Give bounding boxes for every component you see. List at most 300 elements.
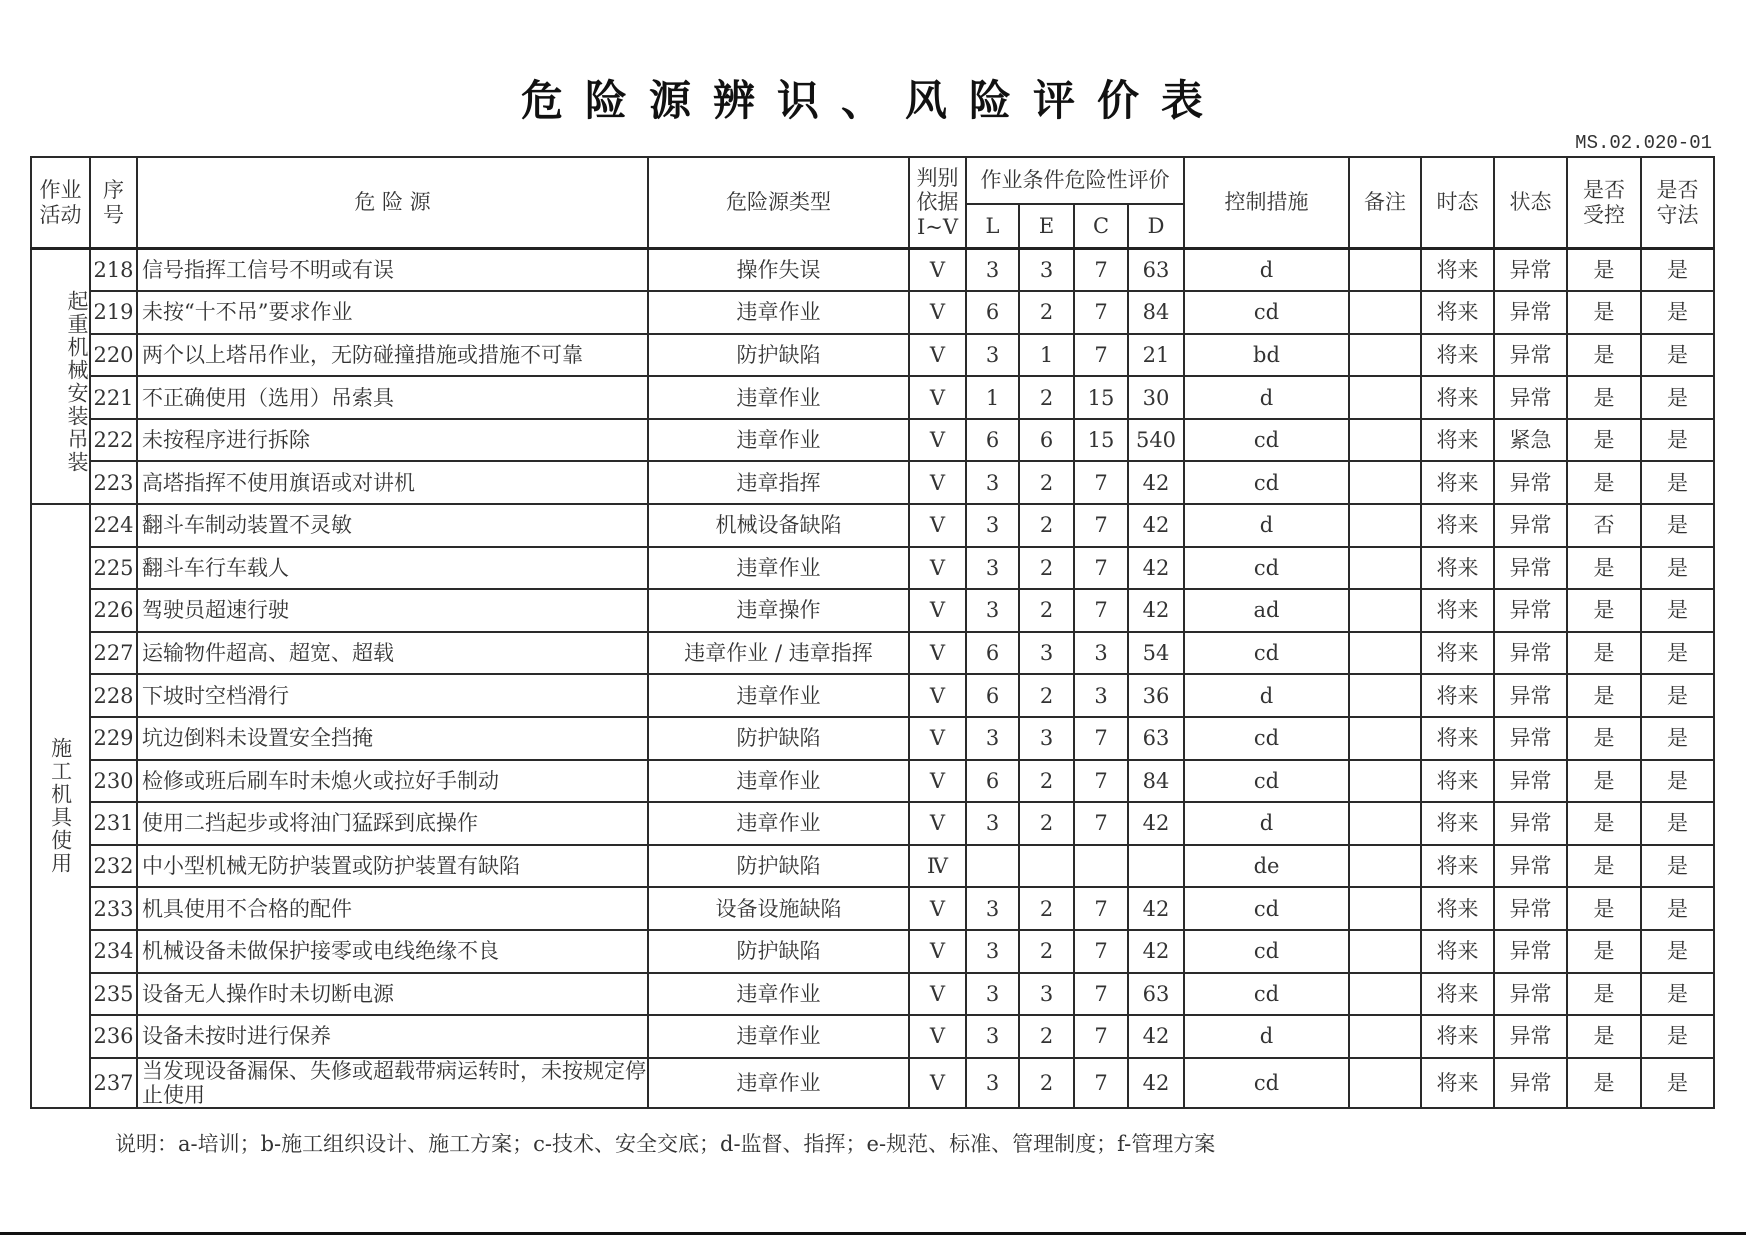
notes-cell bbox=[1349, 1058, 1421, 1108]
d-cell: 63 bbox=[1128, 249, 1184, 292]
page-title: 危险源辨识、风险评价表 bbox=[520, 76, 1225, 125]
hazard-cell: 驾驶员超速行驶 bbox=[137, 589, 648, 632]
l-cell: 3 bbox=[966, 1015, 1019, 1058]
lawful-cell: 是 bbox=[1641, 249, 1714, 292]
tense-cell: 将来 bbox=[1421, 376, 1494, 419]
c-cell: 3 bbox=[1074, 632, 1128, 675]
control-cell: d bbox=[1184, 674, 1349, 717]
judgement-cell: Ⅴ bbox=[909, 973, 966, 1016]
state-cell: 异常 bbox=[1494, 376, 1567, 419]
state-cell: 异常 bbox=[1494, 760, 1567, 803]
e-cell: 2 bbox=[1019, 760, 1074, 803]
judgement-cell: Ⅴ bbox=[909, 419, 966, 462]
c-cell: 7 bbox=[1074, 547, 1128, 590]
tense-cell: 将来 bbox=[1421, 845, 1494, 888]
tense-cell: 将来 bbox=[1421, 419, 1494, 462]
lawful-cell: 是 bbox=[1641, 291, 1714, 334]
judgement-cell: Ⅴ bbox=[909, 717, 966, 760]
document-code: MS.02.020-01 bbox=[1575, 132, 1712, 154]
lawful-cell: 是 bbox=[1641, 547, 1714, 590]
seq-cell: 237 bbox=[90, 1058, 137, 1108]
judgement-cell: Ⅴ bbox=[909, 589, 966, 632]
seq-cell: 236 bbox=[90, 1015, 137, 1058]
tense-cell: 将来 bbox=[1421, 249, 1494, 292]
controlled-cell: 是 bbox=[1567, 461, 1641, 504]
notes-cell bbox=[1349, 461, 1421, 504]
control-cell: bd bbox=[1184, 334, 1349, 377]
judgement-cell: Ⅴ bbox=[909, 674, 966, 717]
tense-cell: 将来 bbox=[1421, 930, 1494, 973]
table-row bbox=[31, 632, 1714, 675]
l-cell: 3 bbox=[966, 589, 1019, 632]
table-row bbox=[31, 504, 1714, 547]
control-cell: cd bbox=[1184, 1058, 1349, 1108]
d-cell: 42 bbox=[1128, 887, 1184, 930]
d-cell: 42 bbox=[1128, 930, 1184, 973]
tense-cell: 将来 bbox=[1421, 504, 1494, 547]
hazard-type-cell: 违章作业 bbox=[648, 291, 909, 334]
notes-cell bbox=[1349, 376, 1421, 419]
hazard-cell: 翻斗车制动装置不灵敏 bbox=[137, 504, 648, 547]
state-cell: 异常 bbox=[1494, 632, 1567, 675]
hazard-type-cell: 违章操作 bbox=[648, 589, 909, 632]
state-cell: 异常 bbox=[1494, 887, 1567, 930]
risk-assessment-table bbox=[30, 156, 1715, 1109]
l-cell: 3 bbox=[966, 504, 1019, 547]
tense-cell: 将来 bbox=[1421, 291, 1494, 334]
e-cell: 2 bbox=[1019, 376, 1074, 419]
control-cell: cd bbox=[1184, 461, 1349, 504]
hazard-type-cell: 违章作业 bbox=[648, 1015, 909, 1058]
c-cell: 7 bbox=[1074, 1058, 1128, 1108]
table-row bbox=[31, 930, 1714, 973]
l-cell: 1 bbox=[966, 376, 1019, 419]
judgement-cell: Ⅴ bbox=[909, 249, 966, 292]
seq-cell: 219 bbox=[90, 291, 137, 334]
c-cell: 7 bbox=[1074, 1015, 1128, 1058]
header-evaluation-group: 作业条件危险性评价 bbox=[966, 157, 1184, 204]
state-cell: 异常 bbox=[1494, 249, 1567, 292]
l-cell: 3 bbox=[966, 461, 1019, 504]
hazard-type-cell: 违章作业 bbox=[648, 419, 909, 462]
hazard-cell: 两个以上塔吊作业，无防碰撞措施或措施不可靠 bbox=[137, 334, 648, 377]
control-cell: cd bbox=[1184, 419, 1349, 462]
e-cell: 2 bbox=[1019, 930, 1074, 973]
hazard-cell: 运输物件超高、超宽、超载 bbox=[137, 632, 648, 675]
controlled-cell: 是 bbox=[1567, 887, 1641, 930]
d-cell: 84 bbox=[1128, 760, 1184, 803]
state-cell: 异常 bbox=[1494, 1058, 1567, 1108]
judgement-cell: Ⅴ bbox=[909, 461, 966, 504]
control-cell: cd bbox=[1184, 887, 1349, 930]
table-row bbox=[31, 419, 1714, 462]
lawful-cell: 是 bbox=[1641, 674, 1714, 717]
l-cell: 3 bbox=[966, 334, 1019, 377]
hazard-type-cell: 违章作业 bbox=[648, 547, 909, 590]
header-controlled: 是否受控 bbox=[1567, 157, 1641, 249]
tense-cell: 将来 bbox=[1421, 887, 1494, 930]
tense-cell: 将来 bbox=[1421, 760, 1494, 803]
hazard-type-cell: 违章指挥 bbox=[648, 461, 909, 504]
state-cell: 异常 bbox=[1494, 717, 1567, 760]
d-cell: 42 bbox=[1128, 1058, 1184, 1108]
tense-cell: 将来 bbox=[1421, 973, 1494, 1016]
controlled-cell: 是 bbox=[1567, 930, 1641, 973]
tense-cell: 将来 bbox=[1421, 334, 1494, 377]
control-cell: cd bbox=[1184, 547, 1349, 590]
e-cell: 2 bbox=[1019, 504, 1074, 547]
hazard-type-cell: 防护缺陷 bbox=[648, 717, 909, 760]
judgement-cell: Ⅴ bbox=[909, 760, 966, 803]
seq-cell: 222 bbox=[90, 419, 137, 462]
c-cell: 7 bbox=[1074, 504, 1128, 547]
table-row bbox=[31, 973, 1714, 1016]
notes-cell bbox=[1349, 760, 1421, 803]
hazard-cell: 当发现设备漏保、失修或超载带病运转时，未按规定停止使用 bbox=[137, 1058, 648, 1108]
d-cell: 84 bbox=[1128, 291, 1184, 334]
l-cell: 6 bbox=[966, 291, 1019, 334]
e-cell: 2 bbox=[1019, 291, 1074, 334]
e-cell: 2 bbox=[1019, 1015, 1074, 1058]
seq-cell: 231 bbox=[90, 802, 137, 845]
state-cell: 异常 bbox=[1494, 973, 1567, 1016]
e-cell: 2 bbox=[1019, 461, 1074, 504]
judgement-cell: Ⅴ bbox=[909, 802, 966, 845]
judgement-cell: Ⅳ bbox=[909, 845, 966, 888]
judgement-cell: Ⅴ bbox=[909, 930, 966, 973]
c-cell bbox=[1074, 845, 1128, 888]
d-cell: 54 bbox=[1128, 632, 1184, 675]
state-cell: 异常 bbox=[1494, 461, 1567, 504]
lawful-cell: 是 bbox=[1641, 760, 1714, 803]
lawful-cell: 是 bbox=[1641, 802, 1714, 845]
l-cell: 3 bbox=[966, 1058, 1019, 1108]
seq-cell: 221 bbox=[90, 376, 137, 419]
hazard-cell: 坑边倒料未设置安全挡掩 bbox=[137, 717, 648, 760]
judgement-cell: Ⅴ bbox=[909, 1015, 966, 1058]
controlled-cell: 是 bbox=[1567, 674, 1641, 717]
lawful-cell: 是 bbox=[1641, 845, 1714, 888]
c-cell: 15 bbox=[1074, 419, 1128, 462]
seq-cell: 220 bbox=[90, 334, 137, 377]
header-D: D bbox=[1128, 204, 1184, 249]
hazard-type-cell: 违章作业 bbox=[648, 973, 909, 1016]
tense-cell: 将来 bbox=[1421, 589, 1494, 632]
c-cell: 7 bbox=[1074, 930, 1128, 973]
l-cell: 6 bbox=[966, 419, 1019, 462]
judgement-cell: Ⅴ bbox=[909, 334, 966, 377]
hazard-cell: 未按程序进行拆除 bbox=[137, 419, 648, 462]
header-tense: 时态 bbox=[1421, 157, 1494, 249]
seq-cell: 227 bbox=[90, 632, 137, 675]
hazard-cell: 机具使用不合格的配件 bbox=[137, 887, 648, 930]
notes-cell bbox=[1349, 547, 1421, 590]
hazard-cell: 下坡时空档滑行 bbox=[137, 674, 648, 717]
controlled-cell: 是 bbox=[1567, 717, 1641, 760]
header-notes: 备注 bbox=[1349, 157, 1421, 249]
l-cell: 6 bbox=[966, 632, 1019, 675]
header-lawful: 是否守法 bbox=[1641, 157, 1714, 249]
controlled-cell: 是 bbox=[1567, 973, 1641, 1016]
c-cell: 7 bbox=[1074, 973, 1128, 1016]
header-hazard-type: 危险源类型 bbox=[648, 157, 909, 249]
notes-cell bbox=[1349, 504, 1421, 547]
state-cell: 异常 bbox=[1494, 589, 1567, 632]
tense-cell: 将来 bbox=[1421, 1015, 1494, 1058]
e-cell: 2 bbox=[1019, 674, 1074, 717]
table-row bbox=[31, 760, 1714, 803]
controlled-cell: 是 bbox=[1567, 419, 1641, 462]
lawful-cell: 是 bbox=[1641, 887, 1714, 930]
state-cell: 异常 bbox=[1494, 547, 1567, 590]
judgement-cell: Ⅴ bbox=[909, 547, 966, 590]
lawful-cell: 是 bbox=[1641, 973, 1714, 1016]
d-cell: 42 bbox=[1128, 802, 1184, 845]
tense-cell: 将来 bbox=[1421, 717, 1494, 760]
header-activity: 作业活动 bbox=[31, 157, 90, 249]
e-cell bbox=[1019, 845, 1074, 888]
c-cell: 7 bbox=[1074, 760, 1128, 803]
controlled-cell: 是 bbox=[1567, 547, 1641, 590]
table-row bbox=[31, 717, 1714, 760]
tense-cell: 将来 bbox=[1421, 674, 1494, 717]
d-cell: 42 bbox=[1128, 589, 1184, 632]
e-cell: 3 bbox=[1019, 973, 1074, 1016]
header-C: C bbox=[1074, 204, 1128, 249]
header-L: L bbox=[966, 204, 1019, 249]
hazard-cell: 中小型机械无防护装置或防护装置有缺陷 bbox=[137, 845, 648, 888]
controlled-cell: 否 bbox=[1567, 504, 1641, 547]
notes-cell bbox=[1349, 632, 1421, 675]
controlled-cell: 是 bbox=[1567, 1058, 1641, 1108]
c-cell: 7 bbox=[1074, 334, 1128, 377]
control-cell: cd bbox=[1184, 632, 1349, 675]
l-cell: 6 bbox=[966, 674, 1019, 717]
table-row bbox=[31, 1015, 1714, 1058]
tense-cell: 将来 bbox=[1421, 461, 1494, 504]
state-cell: 异常 bbox=[1494, 504, 1567, 547]
c-cell: 7 bbox=[1074, 589, 1128, 632]
d-cell: 30 bbox=[1128, 376, 1184, 419]
l-cell: 6 bbox=[966, 760, 1019, 803]
seq-cell: 233 bbox=[90, 887, 137, 930]
table-row bbox=[31, 845, 1714, 888]
hazard-type-cell: 违章作业 / 违章指挥 bbox=[648, 632, 909, 675]
header-control: 控制措施 bbox=[1184, 157, 1349, 249]
hazard-type-cell: 违章作业 bbox=[648, 802, 909, 845]
c-cell: 7 bbox=[1074, 249, 1128, 292]
judgement-cell: Ⅴ bbox=[909, 291, 966, 334]
controlled-cell: 是 bbox=[1567, 1015, 1641, 1058]
control-cell: cd bbox=[1184, 930, 1349, 973]
lawful-cell: 是 bbox=[1641, 419, 1714, 462]
seq-cell: 235 bbox=[90, 973, 137, 1016]
state-cell: 异常 bbox=[1494, 291, 1567, 334]
seq-cell: 218 bbox=[90, 249, 137, 292]
d-cell: 21 bbox=[1128, 334, 1184, 377]
judgement-cell: Ⅴ bbox=[909, 632, 966, 675]
seq-cell: 224 bbox=[90, 504, 137, 547]
notes-cell bbox=[1349, 973, 1421, 1016]
e-cell: 3 bbox=[1019, 632, 1074, 675]
d-cell bbox=[1128, 845, 1184, 888]
table-row bbox=[31, 887, 1714, 930]
hazard-type-cell: 防护缺陷 bbox=[648, 845, 909, 888]
hazard-cell: 翻斗车行车载人 bbox=[137, 547, 648, 590]
control-cell: de bbox=[1184, 845, 1349, 888]
notes-cell bbox=[1349, 802, 1421, 845]
activity-cell: 起重机械安装吊装 bbox=[31, 249, 90, 505]
hazard-type-cell: 违章作业 bbox=[648, 1058, 909, 1108]
controlled-cell: 是 bbox=[1567, 334, 1641, 377]
e-cell: 2 bbox=[1019, 589, 1074, 632]
e-cell: 2 bbox=[1019, 547, 1074, 590]
hazard-cell: 使用二挡起步或将油门猛踩到底操作 bbox=[137, 802, 648, 845]
c-cell: 3 bbox=[1074, 674, 1128, 717]
c-cell: 15 bbox=[1074, 376, 1128, 419]
hazard-cell: 检修或班后刷车时未熄火或拉好手制动 bbox=[137, 760, 648, 803]
hazard-cell: 高塔指挥不使用旗语或对讲机 bbox=[137, 461, 648, 504]
d-cell: 63 bbox=[1128, 973, 1184, 1016]
tense-cell: 将来 bbox=[1421, 1058, 1494, 1108]
d-cell: 42 bbox=[1128, 461, 1184, 504]
controlled-cell: 是 bbox=[1567, 291, 1641, 334]
d-cell: 63 bbox=[1128, 717, 1184, 760]
l-cell: 3 bbox=[966, 717, 1019, 760]
tense-cell: 将来 bbox=[1421, 632, 1494, 675]
seq-cell: 226 bbox=[90, 589, 137, 632]
hazard-cell: 信号指挥工信号不明或有误 bbox=[137, 249, 648, 292]
controlled-cell: 是 bbox=[1567, 845, 1641, 888]
controlled-cell: 是 bbox=[1567, 589, 1641, 632]
control-cell: d bbox=[1184, 802, 1349, 845]
seq-cell: 223 bbox=[90, 461, 137, 504]
d-cell: 36 bbox=[1128, 674, 1184, 717]
hazard-type-cell: 防护缺陷 bbox=[648, 334, 909, 377]
e-cell: 2 bbox=[1019, 802, 1074, 845]
table-row bbox=[31, 802, 1714, 845]
judgement-cell: Ⅴ bbox=[909, 1058, 966, 1108]
table-body bbox=[31, 249, 1714, 1109]
table-row bbox=[31, 461, 1714, 504]
table-row bbox=[31, 674, 1714, 717]
lawful-cell: 是 bbox=[1641, 930, 1714, 973]
hazard-type-cell: 设备设施缺陷 bbox=[648, 887, 909, 930]
table-row bbox=[31, 589, 1714, 632]
notes-cell bbox=[1349, 291, 1421, 334]
notes-cell bbox=[1349, 1015, 1421, 1058]
l-cell: 3 bbox=[966, 249, 1019, 292]
hazard-cell: 设备无人操作时未切断电源 bbox=[137, 973, 648, 1016]
hazard-type-cell: 违章作业 bbox=[648, 376, 909, 419]
table-row bbox=[31, 291, 1714, 334]
control-cell: d bbox=[1184, 1015, 1349, 1058]
controlled-cell: 是 bbox=[1567, 632, 1641, 675]
hazard-cell: 设备未按时进行保养 bbox=[137, 1015, 648, 1058]
table-row bbox=[31, 334, 1714, 377]
hazard-type-cell: 机械设备缺陷 bbox=[648, 504, 909, 547]
notes-cell bbox=[1349, 589, 1421, 632]
legend-note: 说明：a-培训；b-施工组织设计、施工方案；c-技术、安全交底；d-监督、指挥；e-规范、标准、管理制度；f-管理方案 bbox=[115, 1132, 1216, 1156]
control-cell: d bbox=[1184, 249, 1349, 292]
c-cell: 7 bbox=[1074, 887, 1128, 930]
e-cell: 3 bbox=[1019, 717, 1074, 760]
lawful-cell: 是 bbox=[1641, 1058, 1714, 1108]
hazard-type-cell: 违章作业 bbox=[648, 674, 909, 717]
state-cell: 紧急 bbox=[1494, 419, 1567, 462]
state-cell: 异常 bbox=[1494, 674, 1567, 717]
e-cell: 6 bbox=[1019, 419, 1074, 462]
l-cell: 3 bbox=[966, 547, 1019, 590]
seq-cell: 228 bbox=[90, 674, 137, 717]
hazard-cell: 机械设备未做保护接零或电线绝缘不良 bbox=[137, 930, 648, 973]
control-cell: cd bbox=[1184, 717, 1349, 760]
lawful-cell: 是 bbox=[1641, 504, 1714, 547]
notes-cell bbox=[1349, 717, 1421, 760]
header-state: 状态 bbox=[1494, 157, 1567, 249]
notes-cell bbox=[1349, 334, 1421, 377]
controlled-cell: 是 bbox=[1567, 802, 1641, 845]
judgement-cell: Ⅴ bbox=[909, 887, 966, 930]
notes-cell bbox=[1349, 419, 1421, 462]
lawful-cell: 是 bbox=[1641, 334, 1714, 377]
seq-cell: 230 bbox=[90, 760, 137, 803]
control-cell: cd bbox=[1184, 291, 1349, 334]
judgement-cell: Ⅴ bbox=[909, 504, 966, 547]
header-hazard: 危 险 源 bbox=[137, 157, 648, 249]
activity-cell: 施工机具使用 bbox=[31, 504, 90, 1108]
hazard-type-cell: 违章作业 bbox=[648, 760, 909, 803]
tense-cell: 将来 bbox=[1421, 547, 1494, 590]
notes-cell bbox=[1349, 845, 1421, 888]
l-cell: 3 bbox=[966, 887, 1019, 930]
control-cell: d bbox=[1184, 504, 1349, 547]
table-row bbox=[31, 547, 1714, 590]
state-cell: 异常 bbox=[1494, 802, 1567, 845]
notes-cell bbox=[1349, 674, 1421, 717]
l-cell: 3 bbox=[966, 930, 1019, 973]
tense-cell: 将来 bbox=[1421, 802, 1494, 845]
control-cell: cd bbox=[1184, 760, 1349, 803]
e-cell: 3 bbox=[1019, 249, 1074, 292]
controlled-cell: 是 bbox=[1567, 760, 1641, 803]
notes-cell bbox=[1349, 249, 1421, 292]
hazard-cell: 不正确使用（选用）吊索具 bbox=[137, 376, 648, 419]
hazard-type-cell: 防护缺陷 bbox=[648, 930, 909, 973]
judgement-cell: Ⅴ bbox=[909, 376, 966, 419]
lawful-cell: 是 bbox=[1641, 717, 1714, 760]
l-cell: 3 bbox=[966, 802, 1019, 845]
header-seq: 序号 bbox=[90, 157, 137, 249]
lawful-cell: 是 bbox=[1641, 1015, 1714, 1058]
control-cell: cd bbox=[1184, 973, 1349, 1016]
table-row bbox=[31, 376, 1714, 419]
seq-cell: 229 bbox=[90, 717, 137, 760]
e-cell: 1 bbox=[1019, 334, 1074, 377]
header-judgement: 判别依据I~V bbox=[909, 157, 966, 249]
l-cell bbox=[966, 845, 1019, 888]
lawful-cell: 是 bbox=[1641, 376, 1714, 419]
c-cell: 7 bbox=[1074, 717, 1128, 760]
d-cell: 42 bbox=[1128, 547, 1184, 590]
c-cell: 7 bbox=[1074, 291, 1128, 334]
l-cell: 3 bbox=[966, 973, 1019, 1016]
lawful-cell: 是 bbox=[1641, 632, 1714, 675]
table-row bbox=[31, 249, 1714, 292]
hazard-cell: 未按“十不吊”要求作业 bbox=[137, 291, 648, 334]
seq-cell: 232 bbox=[90, 845, 137, 888]
e-cell: 2 bbox=[1019, 887, 1074, 930]
